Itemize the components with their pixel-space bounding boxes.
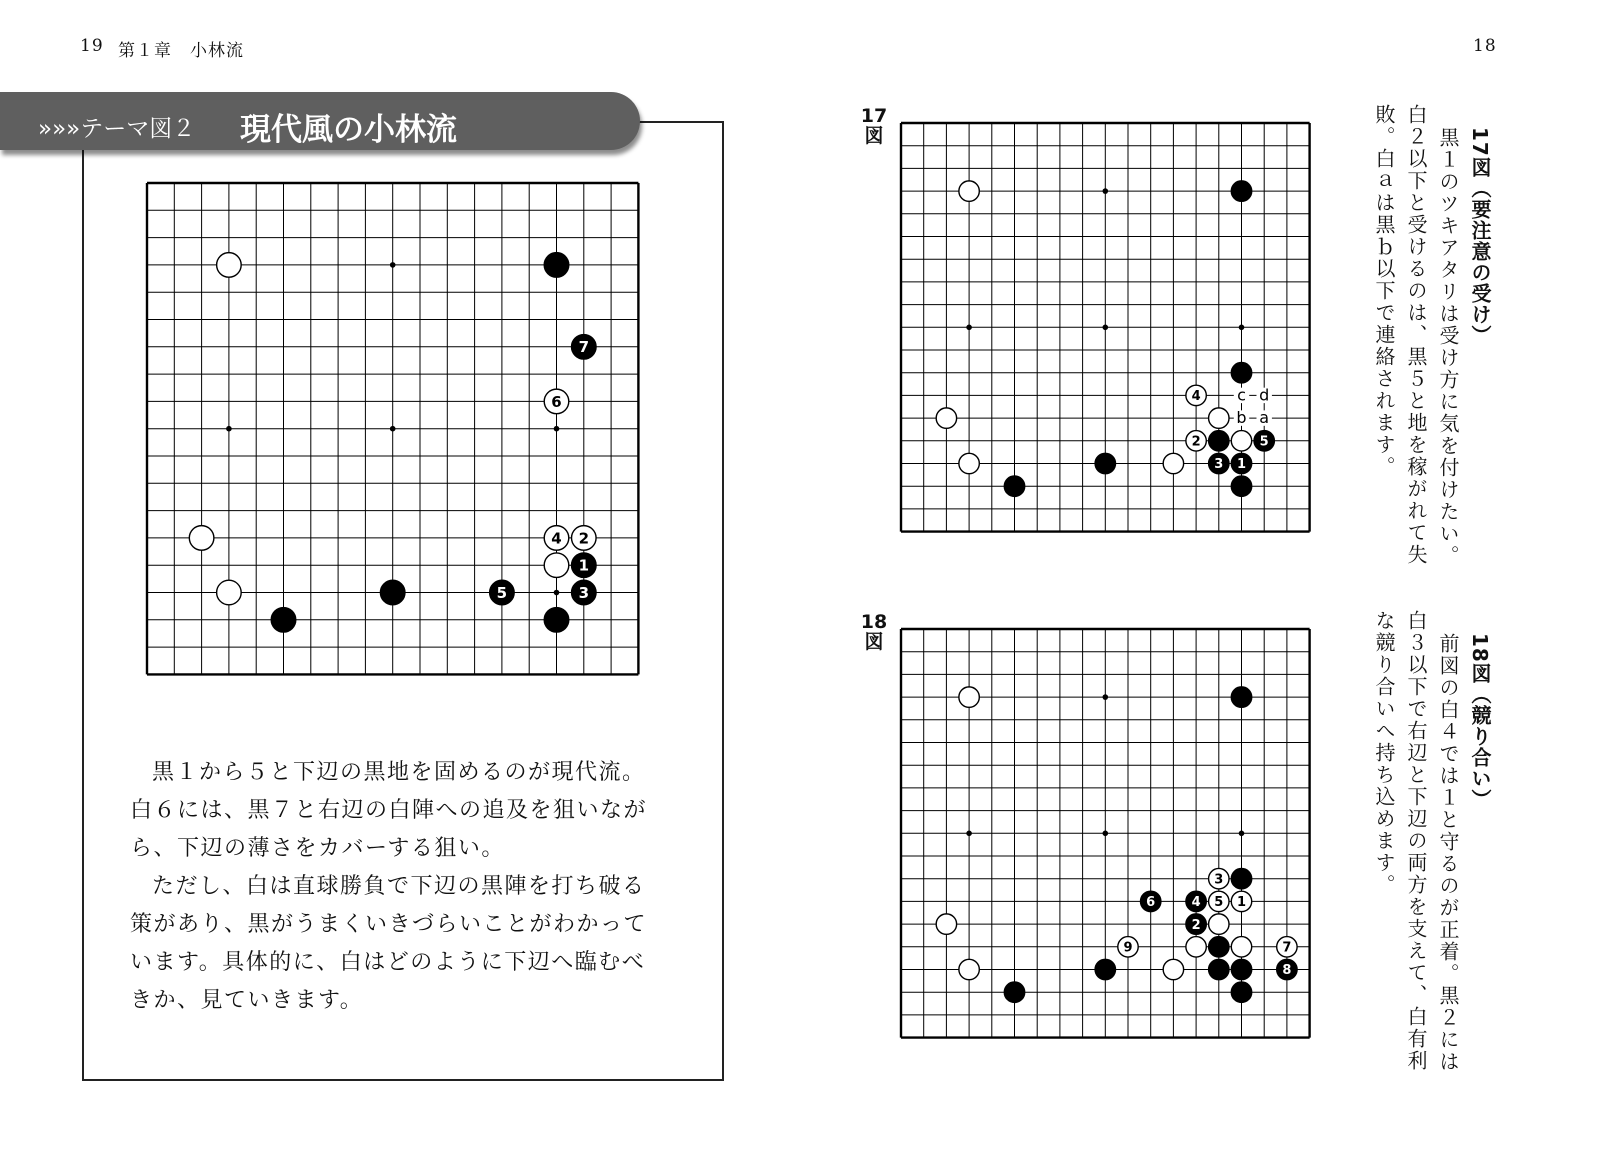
white-stone: [1209, 891, 1229, 911]
move-number: 2: [1191, 917, 1201, 933]
black-stone: [1186, 891, 1206, 911]
black-stone: [572, 335, 597, 360]
black-stone: [1231, 362, 1251, 382]
star-point: [1103, 694, 1109, 700]
move-number: 2: [578, 529, 590, 548]
fig17-label-number: 17: [860, 105, 888, 127]
fig18-caption: 18図（競り合い）: [1468, 633, 1492, 810]
black-stone: [1231, 982, 1251, 1002]
black-stone: [271, 608, 296, 633]
white-stone: [1163, 959, 1183, 979]
black-stone: [490, 580, 515, 605]
black-stone: [1231, 959, 1251, 979]
theme-paragraph-line: きか、見ていきます。: [130, 988, 364, 1013]
white-stone: [1186, 385, 1206, 405]
theme-paragraph-line: 白６には、黒７と右辺の白陣への追及を狙いなが: [130, 798, 648, 823]
move-number: 5: [496, 583, 508, 602]
fig18-label-number: 18: [860, 611, 888, 633]
move-number: 4: [1191, 389, 1201, 405]
black-stone: [1004, 476, 1024, 496]
white-stone: [1209, 914, 1229, 934]
black-stone: [572, 580, 597, 605]
black-stone: [1095, 959, 1115, 979]
star-point: [1103, 188, 1109, 194]
move-number: 6: [551, 392, 562, 411]
black-stone: [1231, 453, 1251, 473]
theme-title: 現代風の小林流: [240, 112, 457, 148]
theme-paragraph-line: ら、下辺の薄さをカバーする狙い。: [130, 836, 505, 861]
white-stone: [217, 253, 242, 278]
black-stone: [1231, 868, 1251, 888]
white-stone: [959, 687, 979, 707]
white-stone: [189, 526, 214, 551]
star-point: [966, 831, 972, 837]
move-number: 5: [1259, 434, 1269, 450]
black-stone: [1209, 431, 1229, 451]
black-stone: [1277, 959, 1297, 979]
white-stone: [936, 914, 956, 934]
point-letter: b: [1236, 408, 1247, 428]
fig17-text-line: 白２以下と受けるのは、黒５と地を稼がれて失: [1404, 104, 1428, 566]
black-stone: [1209, 959, 1229, 979]
white-stone: [959, 181, 979, 201]
move-number: 5: [1214, 895, 1224, 911]
white-stone: [544, 526, 569, 551]
white-stone: [936, 408, 956, 428]
white-stone: [1163, 453, 1183, 473]
fig18-text-line: 白３以下で右辺と下辺の両方を支えて、白有利: [1404, 610, 1428, 1072]
star-point: [1103, 831, 1109, 837]
fig18-label-char: 図: [864, 631, 884, 653]
black-stone: [1209, 453, 1229, 473]
fig17-go-board: [896, 118, 1316, 538]
black-stone: [1231, 181, 1251, 201]
black-stone: [572, 553, 597, 578]
move-number: 1: [1236, 457, 1247, 473]
white-stone: [1231, 431, 1251, 451]
black-stone: [1254, 431, 1274, 451]
theme-paragraph-line: 策があり、黒がうまくいきづらいことがわかって: [130, 912, 648, 937]
theme-paragraph-line: 黒１から５と下辺の黒地を固めるのが現代流。: [152, 760, 646, 785]
move-number: 9: [1123, 940, 1133, 956]
point-letter: c: [1237, 385, 1246, 405]
theme-prefix: »»»テーマ図２: [38, 116, 196, 142]
star-point: [1239, 831, 1245, 837]
fig18-go-board: [896, 624, 1316, 1044]
white-stone: [1186, 937, 1206, 957]
theme-paragraph-line: ただし、白は直球勝負で下辺の黒陣を打ち破る: [152, 874, 646, 899]
star-point: [554, 590, 560, 596]
black-stone: [1140, 891, 1160, 911]
black-stone: [544, 253, 569, 278]
move-number: 1: [578, 556, 590, 575]
move-number: 6: [1146, 895, 1156, 911]
white-stone: [959, 453, 979, 473]
move-number: 1: [1236, 895, 1247, 911]
move-number: 7: [578, 338, 590, 357]
white-stone: [959, 959, 979, 979]
move-number: 3: [578, 583, 590, 602]
move-number: 4: [551, 529, 562, 548]
fig17-label-char: 図: [864, 125, 884, 147]
white-stone: [572, 526, 597, 551]
theme-paragraph-line: います。具体的に、白はどのように下辺へ臨むべ: [130, 950, 646, 975]
star-point: [1239, 325, 1245, 331]
move-number: 4: [1191, 895, 1201, 911]
white-stone: [1186, 431, 1206, 451]
theme-go-board: [142, 178, 652, 688]
white-stone: [1277, 937, 1297, 957]
white-stone: [217, 580, 242, 605]
fig17-text-line: 敗。白ａは黒ｂ以下で連絡されます。: [1372, 104, 1396, 478]
white-stone: [1118, 937, 1138, 957]
white-stone: [544, 553, 569, 578]
fig18-text-line: 前図の白４では１と守るのが正着。黒２には: [1436, 633, 1460, 1073]
white-stone: [1209, 868, 1229, 888]
move-number: 8: [1282, 963, 1292, 979]
black-stone: [544, 608, 569, 633]
star-point: [390, 426, 396, 432]
white-stone: [544, 389, 569, 414]
move-number: 3: [1214, 457, 1224, 473]
point-letter: d: [1259, 385, 1270, 405]
star-point: [966, 325, 972, 331]
move-number: 2: [1191, 434, 1201, 450]
black-stone: [1186, 914, 1206, 934]
move-number: 7: [1282, 940, 1292, 956]
chapter-title: 第１章 小林流: [118, 41, 244, 61]
star-point: [1103, 325, 1109, 331]
fig18-label: [860, 612, 888, 652]
right-page-number: 18: [1473, 36, 1497, 56]
point-letter: a: [1259, 408, 1270, 428]
star-point: [226, 426, 232, 432]
white-stone: [1231, 937, 1251, 957]
fig17-caption: 17図（要注意の受け）: [1468, 127, 1492, 346]
black-stone: [1231, 476, 1251, 496]
black-stone: [1095, 453, 1115, 473]
black-stone: [1231, 687, 1251, 707]
black-stone: [1004, 982, 1024, 1002]
star-point: [390, 262, 396, 268]
fig17-text-line: 黒１のツキアタリは受け方に気を付けたい。: [1436, 127, 1460, 567]
white-stone: [1231, 891, 1251, 911]
move-number: 3: [1214, 872, 1224, 888]
star-point: [554, 426, 560, 432]
left-page-number: 19: [80, 36, 104, 56]
fig18-text-line: な競り合いへ持ち込めます。: [1372, 610, 1396, 896]
black-stone: [1209, 937, 1229, 957]
black-stone: [380, 580, 405, 605]
white-stone: [1209, 408, 1229, 428]
fig17-label: [860, 106, 888, 146]
